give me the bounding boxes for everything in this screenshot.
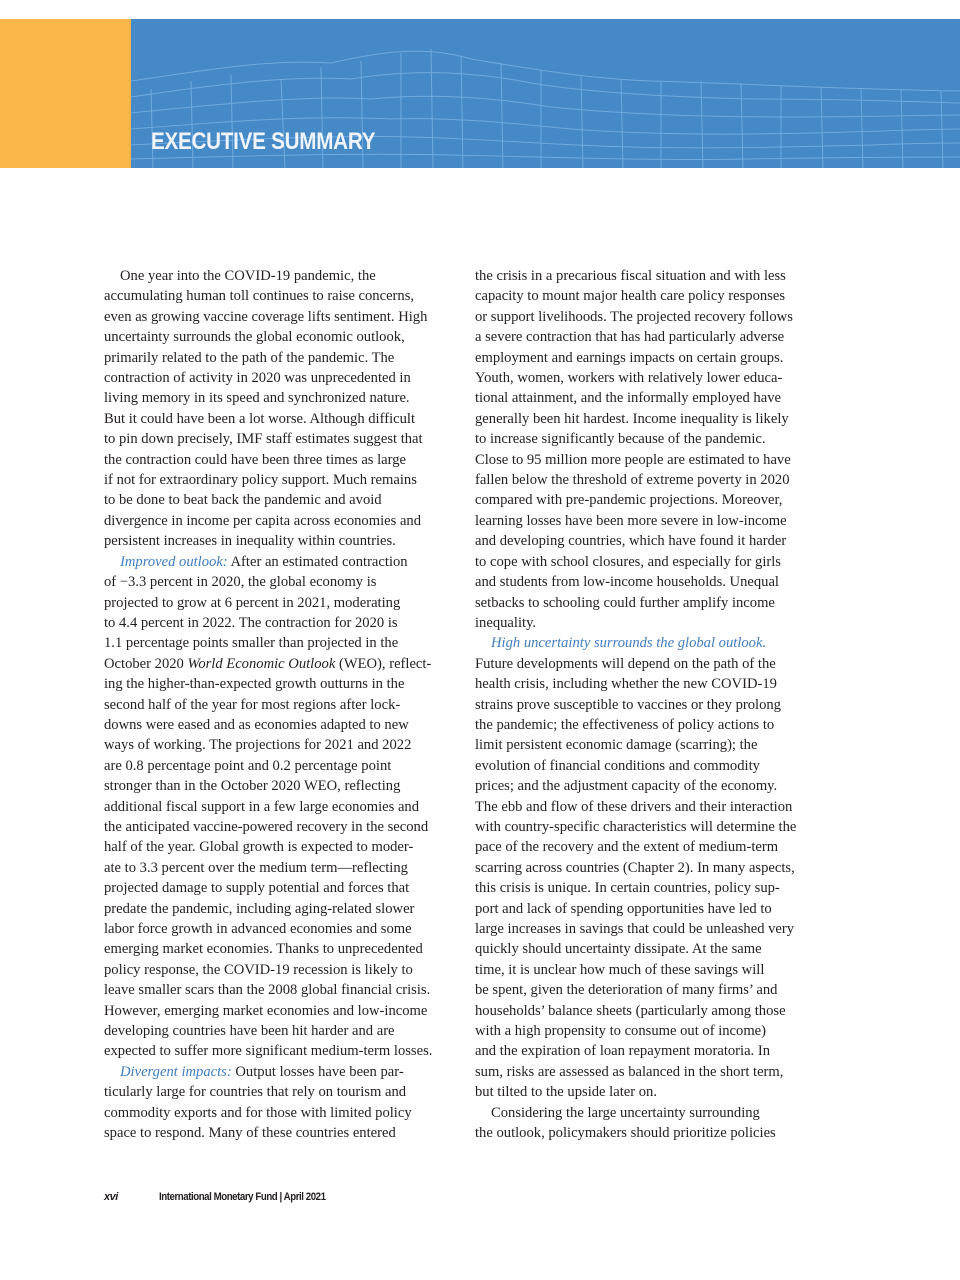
paragraph-improved-outlook [104, 552, 440, 1062]
text-line [104, 654, 440, 674]
chapter-banner [0, 19, 960, 168]
publication-credit: International Monetary Fund | April 2021 [159, 1191, 326, 1203]
text-line: setbacks to schooling could further amplify income [475, 594, 775, 611]
paragraph-divergent-impacts-continued [475, 266, 813, 633]
text-line: limit persistent economic damage (scarring); the [475, 737, 758, 754]
text-line: ate to 3.3 percent over the medium term—reflecting [104, 859, 408, 876]
text-line: with country-specific characteristics will determine the [475, 818, 797, 835]
text-line: capacity to mount major health care policy responses [475, 288, 786, 305]
text-line: quickly should uncertainty dissipate. At the same [475, 941, 762, 958]
text-line: But it could have been a lot worse. Although difficult [104, 410, 416, 427]
text-line: expected to suffer more significant medium-term losses. [104, 1043, 433, 1060]
text-line: if not for extraordinary policy support. Much remains [104, 472, 417, 489]
text-line: inequality. [475, 614, 537, 631]
text-line: 1.1 percentage points smaller than projected in the [104, 635, 399, 652]
right-text-column [475, 266, 813, 1143]
text-line: ing the higher-than-expected growth outturns in the [104, 676, 405, 693]
text-line: the anticipated vaccine-powered recovery in the second [104, 818, 429, 835]
text-line: employment and earnings impacts on certain groups. [475, 349, 784, 366]
text-line: evolution of financial conditions and commodity [475, 757, 760, 774]
text-line: The ebb and flow of these drivers and their interaction [475, 798, 793, 815]
text-line: projected to grow at 6 percent in 2021, moderating [104, 594, 401, 611]
text-line: stronger than in the October 2020 WEO, reflecting [104, 778, 401, 795]
text-line: compared with pre-pandemic projections. Moreover, [475, 492, 783, 509]
paragraph-policy-priorities [475, 1103, 813, 1144]
text-line: to increase significantly because of the pandemic. [475, 431, 766, 448]
text-line: strains prove susceptible to vaccines or they prolong [475, 696, 781, 713]
text-line: and students from low-income households. Unequal [475, 574, 779, 591]
text-line: to be done to beat back the pandemic and avoid [104, 492, 382, 509]
text-segment: Output losses have been par- [231, 1063, 404, 1080]
text-line: scarring across countries (Chapter 2). In many aspects, [475, 859, 795, 876]
text-line: leave smaller scars than the 2008 global financial crisis. [104, 982, 431, 999]
lead-in-improved-outlook: Improved outlook: [120, 553, 228, 570]
text-line: primarily related to the path of the pandemic. The [104, 349, 395, 366]
text-line: health crisis, including whether the new COVID-19 [475, 676, 777, 693]
text-line: with a high propensity to consume out of income) [475, 1023, 767, 1040]
paragraph-divergent-impacts [104, 1062, 440, 1144]
text-line: Youth, women, workers with relatively lower educa- [475, 370, 783, 387]
text-line: to cope with school closures, and especially for girls [475, 553, 781, 570]
text-line: Future developments will depend on the path of the [475, 655, 776, 672]
text-line: port and lack of spending opportunities have led to [475, 900, 772, 917]
text-segment: (WEO), reflect- [335, 655, 432, 672]
text-line: emerging market economies. Thanks to unprecedented [104, 941, 423, 958]
text-line: second half of the year for most regions after lock- [104, 696, 401, 713]
text-line: additional fiscal support in a few large economies and [104, 798, 420, 815]
chapter-title: EXECUTIVE SUMMARY [151, 128, 376, 155]
text-line: downs were eased and as economies adapted to new [104, 716, 409, 733]
text-line: the pandemic; the effectiveness of policy actions to [475, 716, 775, 733]
text-line: the outlook, policymakers should prioritize policies [475, 1125, 776, 1142]
text-line: be spent, given the deterioration of many firms’ and [475, 982, 778, 999]
text-line: and developing countries, which have found it harder [475, 533, 787, 550]
text-line: ticularly large for countries that rely on tourism and [104, 1084, 407, 1101]
text-line: pace of the recovery and the extent of medium-term [475, 839, 779, 856]
text-line: developing countries have been hit harder and are [104, 1023, 395, 1040]
text-segment: October 2020 [104, 655, 188, 672]
text-line: to pin down precisely, IMF staff estimates suggest that [104, 431, 423, 448]
text-line: a severe contraction that has had particularly adverse [475, 329, 785, 346]
text-line: living memory in its speed and synchronized nature. [104, 390, 410, 407]
text-line: to 4.4 percent in 2022. The contraction for 2020 is [104, 614, 398, 631]
lead-in-divergent-impacts: Divergent impacts: [120, 1063, 232, 1080]
text-line: fallen below the threshold of extreme poverty in 2020 [475, 472, 790, 489]
paragraph-high-uncertainty [475, 633, 813, 1102]
left-text-column [104, 266, 440, 1143]
text-line: half of the year. Global growth is expected to moder- [104, 839, 414, 856]
lead-in-high-uncertainty: High uncertainty surrounds the global outlook. [491, 635, 767, 652]
text-line: ways of working. The projections for 2021 and 2022 [104, 737, 412, 754]
text-line: large increases in savings that could be unleashed very [475, 921, 795, 937]
text-line [104, 552, 440, 572]
page-number: xvi [104, 1191, 118, 1203]
text-line: of −3.3 percent in 2020, the global economy is [104, 574, 377, 591]
text-line: households’ balance sheets (particularly among those [475, 1002, 786, 1019]
text-line: contraction of activity in 2020 was unprecedented in [104, 370, 411, 387]
paragraph-intro [104, 266, 440, 552]
text-line: tional attainment, and the informally employed have [475, 390, 781, 407]
text-line: Close to 95 million more people are estimated to have [475, 451, 791, 468]
text-line: uncertainty surrounds the global economic outlook, [104, 329, 405, 346]
text-line: projected damage to supply potential and forces that [104, 880, 410, 897]
text-line: One year into the COVID-19 pandemic, the [120, 268, 376, 284]
text-line: However, emerging market economies and low-income [104, 1002, 428, 1019]
text-line: prices; and the adjustment capacity of the economy. [475, 778, 778, 795]
weo-title: World Economic Outlook [187, 655, 336, 672]
text-line: are 0.8 percentage point and 0.2 percentage point [104, 757, 392, 774]
text-line: or support livelihoods. The projected recovery follows [475, 308, 793, 325]
text-line: and the expiration of loan repayment moratoria. In [475, 1043, 771, 1060]
text-line: learning losses have been more severe in low-income [475, 512, 787, 529]
text-line: accumulating human toll continues to raise concerns, [104, 288, 415, 305]
text-line: predate the pandemic, including aging-related slower [104, 900, 415, 917]
text-line: Considering the large uncertainty surrounding [491, 1104, 760, 1121]
text-line: commodity exports and for those with limited policy [104, 1104, 412, 1121]
text-line: persistent increases in inequality within countries. [104, 533, 396, 550]
text-segment: After an estimated contraction [227, 553, 408, 570]
text-line: but tilted to the upside later on. [475, 1084, 657, 1101]
text-line: labor force growth in advanced economies and some [104, 921, 412, 937]
text-line: the crisis in a precarious fiscal situation and with less [475, 268, 786, 284]
text-line: sum, risks are assessed as balanced in the short term, [475, 1063, 784, 1080]
text-line: policy response, the COVID-19 recession is likely to [104, 961, 413, 978]
text-line: even as growing vaccine coverage lifts sentiment. High [104, 308, 428, 325]
text-line: this crisis is unique. In certain countries, policy sup- [475, 880, 780, 897]
text-line: the contraction could have been three times as large [104, 451, 407, 468]
text-line: divergence in income per capita across economies and [104, 512, 422, 529]
text-line: time, it is unclear how much of these savings will [475, 961, 765, 978]
text-line [104, 1062, 440, 1082]
banner-orange-block [0, 19, 131, 168]
text-line: space to respond. Many of these countries entered [104, 1125, 396, 1142]
text-line: generally been hit hardest. Income inequality is likely [475, 410, 789, 427]
